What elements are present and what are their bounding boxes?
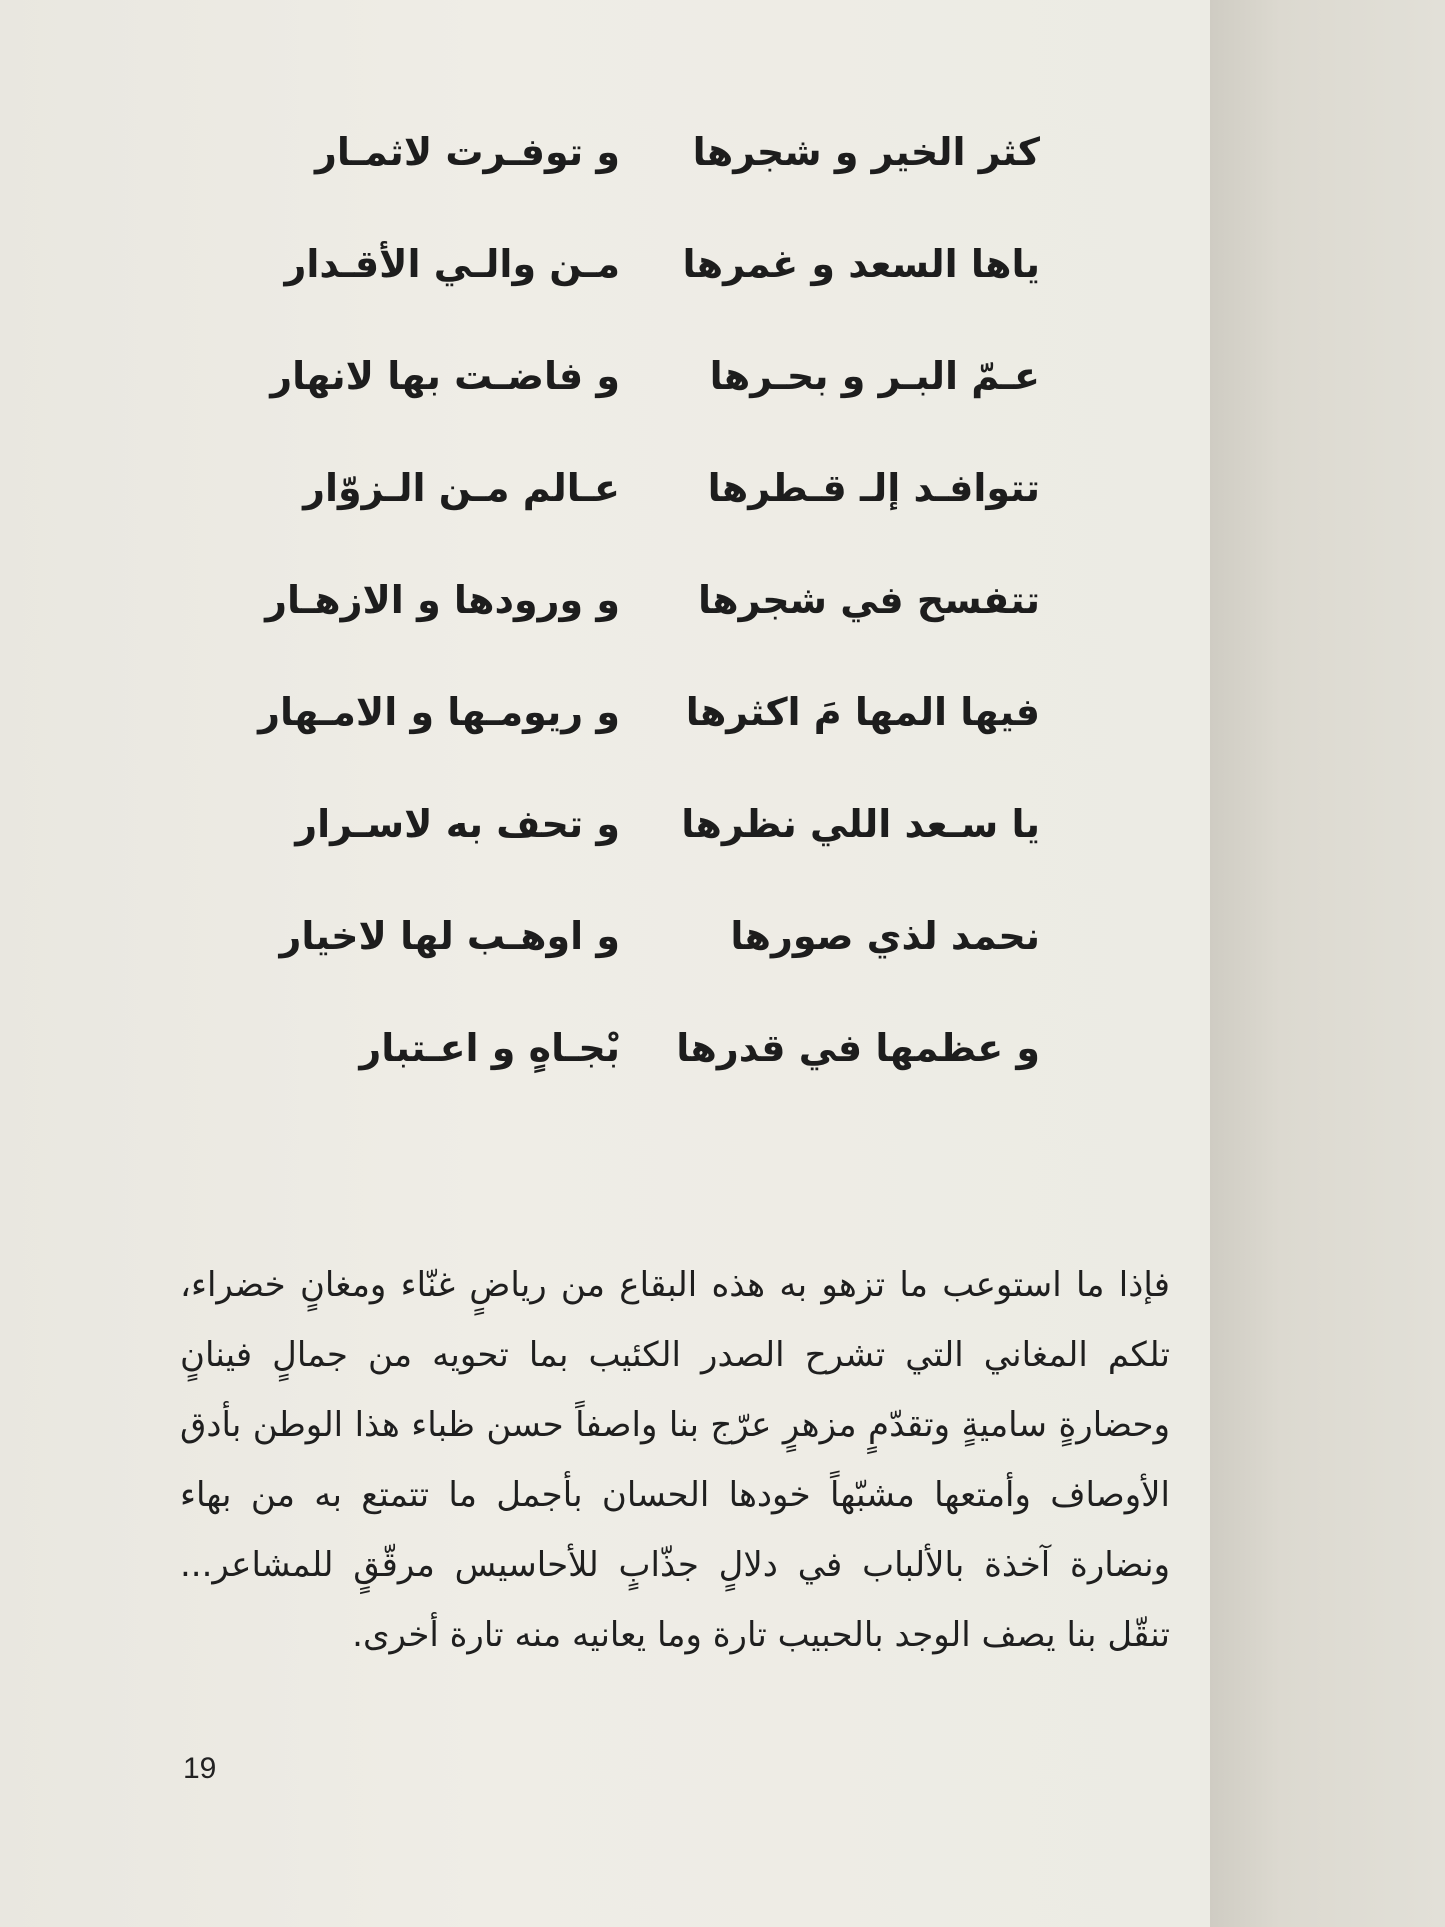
page-number: 19 [183,1752,217,1785]
hemistich-first: ياها السعد و غمرها [682,242,1040,286]
hemistich-first: فيها المها مَ اكثرها [685,690,1040,734]
hemistich-second: و ورودها و الازهـار [265,578,620,622]
hemistich-first: تتفسح في شجرها [698,578,1040,622]
hemistich-first: كثر الخير و شجرها [692,130,1040,174]
poem [258,120,1050,1128]
hemistich-second: بْجـاهٍ و اعـتبار [359,1026,620,1070]
adjacent-page-edge [1210,0,1445,1927]
verse [258,680,1050,792]
verse [295,792,1050,904]
verse [314,120,1050,232]
hemistich-second: و تحف به لاسـرار [295,802,620,846]
hemistich-second: و توفـرت لاثمـار [314,130,620,174]
prose-paragraph [180,1250,1170,1670]
verse [265,568,1050,680]
verse [303,456,1050,568]
hemistich-second: عـالم مـن الـزوّار [303,466,620,510]
verse [320,1016,1050,1128]
verse [270,344,1050,456]
paragraph-text: فإذا ما استوعب ما تزهو به هذه البقاع من رياضٍ غنّاء ومغانٍ خضراء، تلكم المغاني التي تشرح الصدر الكئيب بما تحويه من جمالٍ فينانٍ وحضارةٍ ساميةٍ وتقدّمٍ مزهرٍ عرّج بنا واصفاً حسن ظباء هذا الوطن بأدق الأوصاف وأمتعها مشبّهاً خودها الحسان بأجمل ما تتمتع به من بهاء ونضارة آخذة بالألباب في دلالٍ جذّابٍ للأحاسيس مرقّقٍ للمشاعر... تنقّل بنا يصف الوجد بالحبيب تارة وما يعانيه منه تارة أخرى. [180,1265,1170,1655]
hemistich-first: و عظمها في قدرها [676,1026,1040,1070]
hemistich-second: و فاضـت بها لانهار [270,354,620,398]
verse [279,904,1050,1016]
hemistich-second: مـن والـي الأقـدار [284,242,620,286]
hemistich-first: تتوافـد إلـ قـطرها [707,466,1040,510]
hemistich-second: و ريومـها و الامـهار [258,690,620,734]
hemistich-second: و اوهـب لها لاخيار [279,914,620,958]
hemistich-first: نحمد لذي صورها [730,914,1040,958]
hemistich-first: عـمّ البـر و بحـرها [709,354,1040,398]
verse [284,232,1050,344]
hemistich-first: يا سـعد اللي نظرها [681,802,1040,846]
